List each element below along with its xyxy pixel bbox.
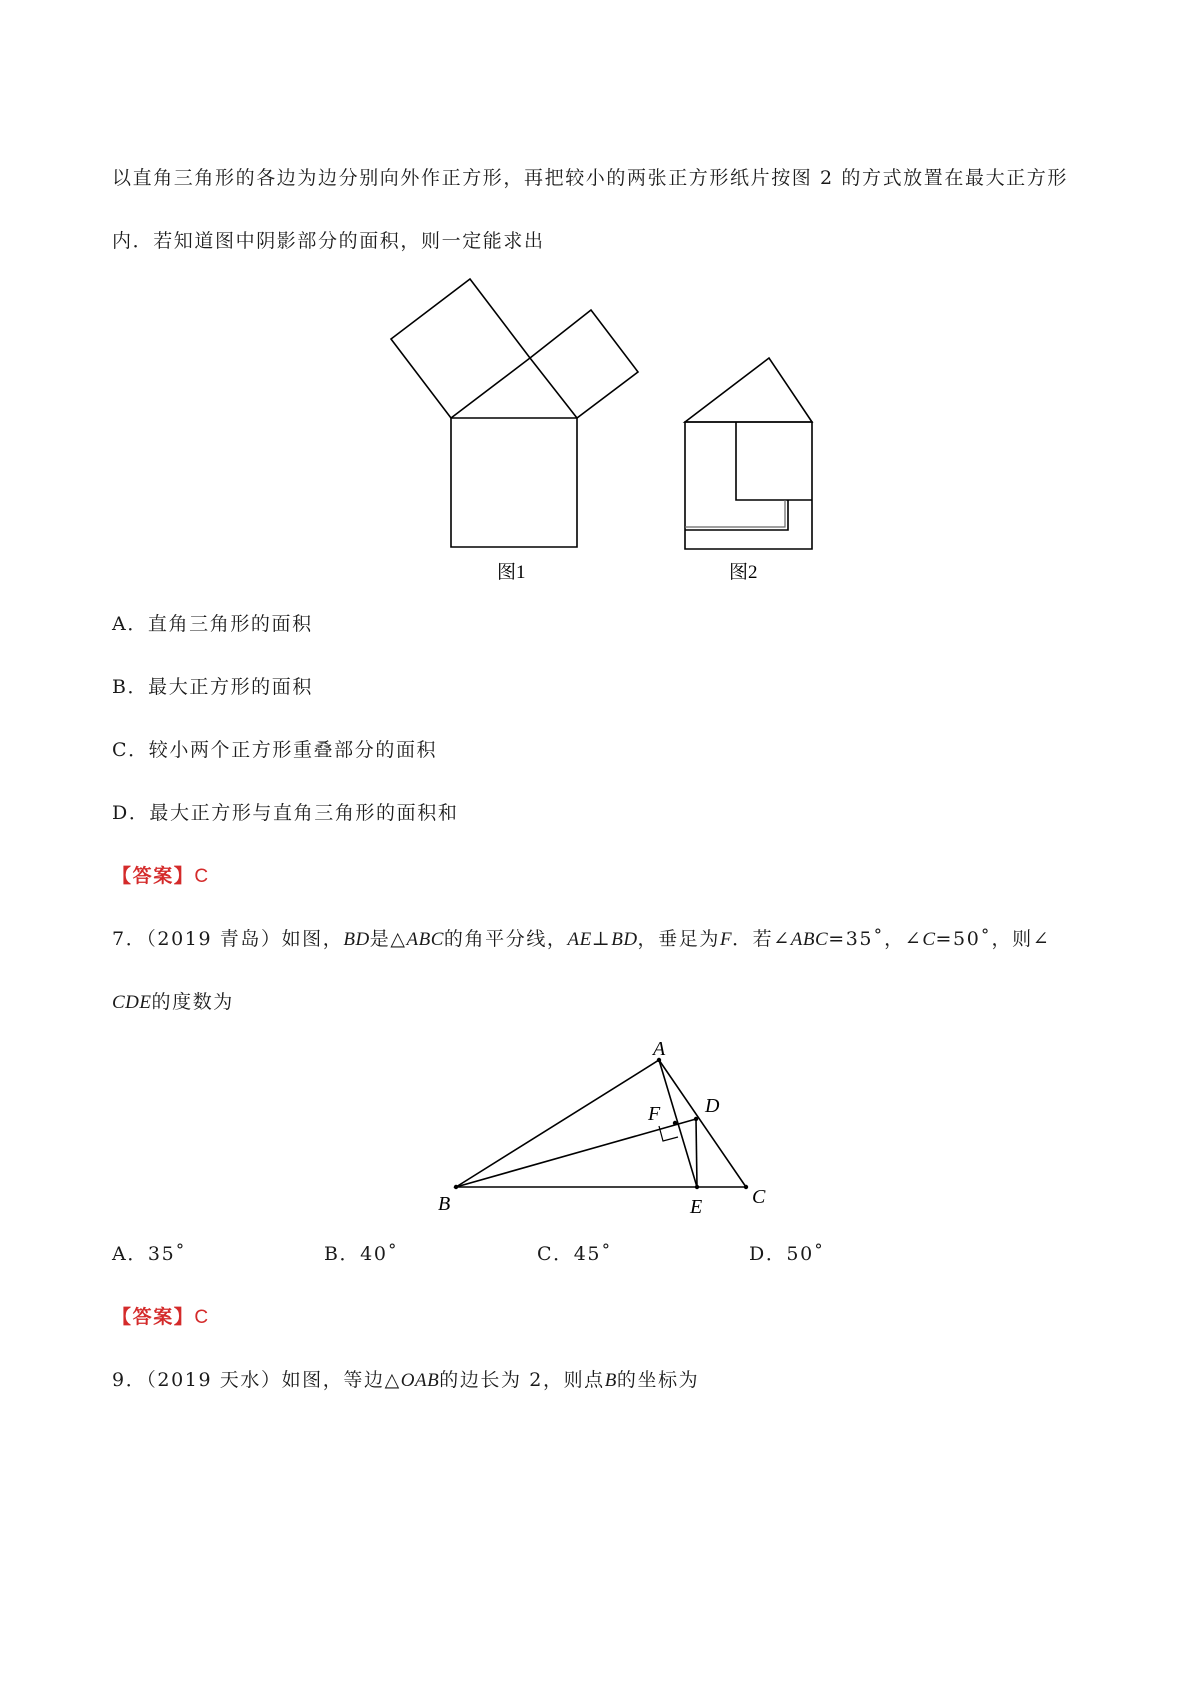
q7-option-d: D．50˚ xyxy=(749,1243,825,1265)
q6-option-d: D．最大正方形与直角三角形的面积和 xyxy=(112,802,459,824)
fig2-medium-square-inner xyxy=(685,500,785,527)
q7-bd2: BD xyxy=(611,929,638,950)
point-d-label: D xyxy=(705,1095,720,1117)
question-7-line-1 xyxy=(112,927,1050,952)
q7-line2-rest: 的度数为 xyxy=(151,991,234,1013)
point-c-label: C xyxy=(752,1186,766,1208)
q6-option-c: C．较小两个正方形重叠部分的面积 xyxy=(112,739,438,761)
answer-value: C xyxy=(194,866,210,887)
q7-abc: ABC xyxy=(406,929,444,950)
point-a-label: A xyxy=(653,1038,666,1060)
fig2-medium-square-outer xyxy=(685,500,788,530)
q9-mid: 的边长为 2，则点 xyxy=(439,1369,605,1391)
q7-perp: ⊥ xyxy=(591,928,612,950)
q7-option-c: C．45˚ xyxy=(537,1243,613,1265)
answer-bracket: 【答案】 xyxy=(112,865,195,887)
q9-number: 9．（2019 天水）如图，等边△ xyxy=(112,1369,401,1391)
fig2-small-square xyxy=(736,422,812,500)
q9-oab: OAB xyxy=(400,1370,440,1391)
q7-eq2: =50˚，则∠ xyxy=(935,928,1051,950)
q7-is: 是△ xyxy=(369,928,407,950)
q7-foot: ，垂足为 xyxy=(637,928,720,950)
fig1-large-square xyxy=(451,418,577,547)
question-7-figure xyxy=(430,1030,790,1220)
q7-ae: AE xyxy=(567,929,592,950)
answer-value: C xyxy=(194,1307,210,1328)
q7-option-a: A．35˚ xyxy=(112,1243,187,1265)
question-7-line-2 xyxy=(112,990,234,1015)
question-9-line-1 xyxy=(112,1368,699,1393)
point-f-label: F xyxy=(648,1103,661,1125)
figure-1-label: 图1 xyxy=(497,562,526,583)
q6-answer-line xyxy=(112,864,210,889)
segment-ae xyxy=(659,1060,697,1187)
fig1-square-left xyxy=(391,279,530,418)
fig1-square-right xyxy=(530,310,638,418)
q9-rest: 的坐标为 xyxy=(616,1369,700,1391)
q7-answer-line xyxy=(112,1305,210,1330)
question-6-line-1: 以直角三角形的各边为边分别向外作正方形，再把较小的两张正方形纸片按图 2 的方式放置在最大正方形 xyxy=(112,167,1068,189)
q7-cde: CDE xyxy=(112,992,152,1013)
q7-if: ．若∠ xyxy=(732,928,791,950)
q9-b: B xyxy=(604,1370,617,1391)
q7-c: C xyxy=(922,929,936,950)
point-e-label: E xyxy=(690,1196,703,1218)
q7-bd: BD xyxy=(343,929,370,950)
answer-bracket: 【答案】 xyxy=(112,1306,195,1328)
fig2-triangle xyxy=(685,358,812,422)
point-b-label: B xyxy=(438,1193,451,1215)
q6-option-b: B．最大正方形的面积 xyxy=(112,676,313,698)
q6-option-a: A．直角三角形的面积 xyxy=(112,613,313,635)
figure-2-label: 图2 xyxy=(729,562,758,583)
q7-f: F xyxy=(719,929,733,950)
question-6-figure xyxy=(380,270,840,590)
q7-number: 7．（2019 青岛）如图， xyxy=(112,928,344,950)
question-6-line-2: 内．若知道图中阴影部分的面积，则一定能求出 xyxy=(112,230,545,252)
q7-option-b: B．40˚ xyxy=(324,1243,399,1265)
q7-abc2: ABC xyxy=(790,929,829,950)
q7-mid: 的角平分线， xyxy=(443,928,568,950)
triangle-abc xyxy=(456,1060,746,1187)
q7-eq1: =35˚，∠ xyxy=(828,928,923,950)
segment-de xyxy=(696,1119,697,1187)
